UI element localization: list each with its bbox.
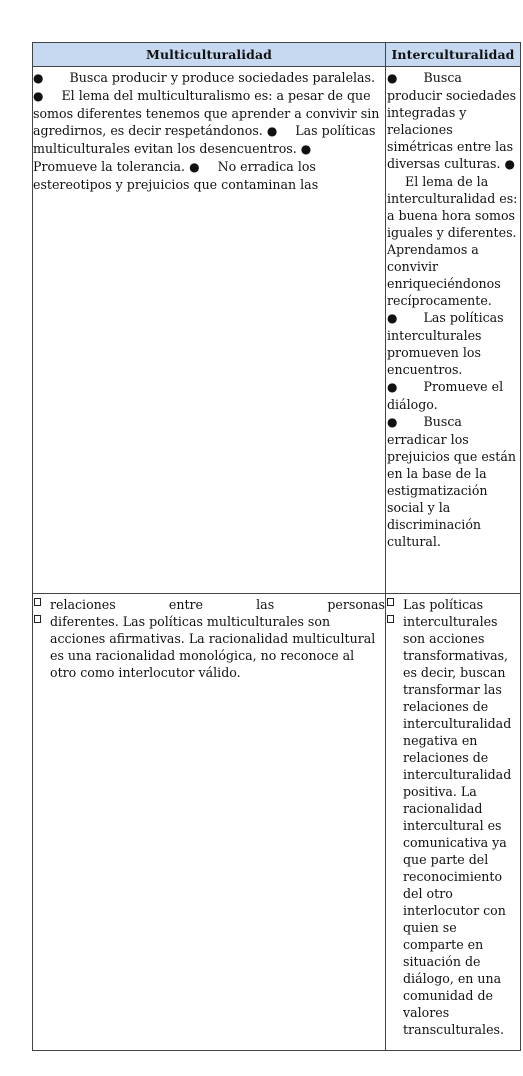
bullet-icon: ●	[504, 157, 515, 171]
multi-bottom-text	[33, 594, 385, 681]
header-row	[33, 43, 521, 67]
checkbox-icon	[34, 598, 41, 606]
inter-bottom-line1: Las políticas	[403, 597, 484, 612]
header-interculturalidad: Interculturalidad	[386, 43, 521, 67]
list-item	[387, 378, 520, 413]
multi-bottom-rest: diferentes. Las políticas multiculturales son acciones afirmativas. La racionalidad multicultural es una racionalidad monológica, no reconoce al otro como interlocutor válido.	[50, 614, 376, 680]
multi-item-5: No erradica los estereotipos y prejuicios que contaminan las	[33, 159, 319, 192]
inter-bottom-cell	[386, 594, 521, 1051]
multi-top-cell	[33, 67, 386, 594]
list-item	[387, 69, 520, 309]
inter-top-cell	[386, 67, 521, 594]
bullet-icon: ●	[189, 160, 200, 174]
checkbox-icon	[34, 615, 41, 623]
multi-item-3: Las políticas multiculturales evitan los desencuentros.	[33, 123, 376, 156]
inter-item-3: Las políticas interculturales promueven los encuentros.	[387, 310, 504, 377]
bullet-icon: ●	[387, 311, 398, 325]
inter-top-text	[386, 67, 520, 550]
table-row	[33, 67, 521, 594]
bullet-icon: ●	[33, 89, 44, 103]
bullet-icon: ●	[266, 124, 278, 138]
multi-item-1b: paralelas.	[312, 70, 376, 85]
multi-bottom-cell	[33, 594, 386, 1051]
inter-item-2: El lema de la interculturalidad es: a buena hora somos iguales y diferentes. Aprendamos a convivir enriqueciéndonos recíprocamente.	[387, 174, 518, 308]
word: las	[256, 597, 275, 612]
bullet-icon: ●	[33, 71, 44, 85]
multi-item-2: El lema del multiculturalismo es: a pesar de que somos diferentes tenemos que aprender a convivir sin agredirnos, es decir respetándonos.	[33, 88, 380, 138]
bullet-icon: ●	[387, 415, 398, 429]
list-item	[387, 309, 520, 378]
multi-top-text	[33, 67, 385, 193]
checkbox-icon	[387, 615, 394, 623]
inter-bottom-text	[386, 594, 520, 1038]
inter-item-5: Busca erradicar los prejuicios que están en la base de la estigmatización social y la discriminación cultural.	[387, 414, 516, 549]
bullet-icon: ●	[387, 380, 398, 394]
word: relaciones	[50, 597, 116, 612]
bullet-icon: ●	[387, 71, 398, 85]
table-row	[33, 594, 521, 1051]
checkbox-icon	[387, 598, 394, 606]
word: personas	[327, 597, 385, 612]
inter-item-1: Busca producir sociedades integradas y relaciones simétricas entre las diversas culturas.	[387, 70, 517, 171]
multi-item-1a: Busca producir y produce sociedades	[69, 70, 309, 85]
word: entre	[168, 597, 203, 612]
multi-bottom-line1	[50, 596, 385, 613]
comparison-table	[32, 42, 521, 1051]
multi-item-4: Promueve la tolerancia.	[33, 159, 186, 174]
header-multiculturalidad: Multiculturalidad	[33, 43, 386, 67]
list-item	[387, 413, 520, 550]
inter-item-4: Promueve el diálogo.	[387, 379, 504, 412]
bullet-icon: ●	[300, 142, 312, 156]
inter-bottom-rest: interculturales son acciones transformativas, es decir, buscan transformar las relaciones de interculturalidad negativa en relaciones de interculturalidad positiva. La racionalidad intercultural es comunicativa ya que parte del reconocimiento del otro interlocutor con quien se comparte en situación de diálogo, en una comunidad de valores transculturales.	[403, 614, 512, 1037]
